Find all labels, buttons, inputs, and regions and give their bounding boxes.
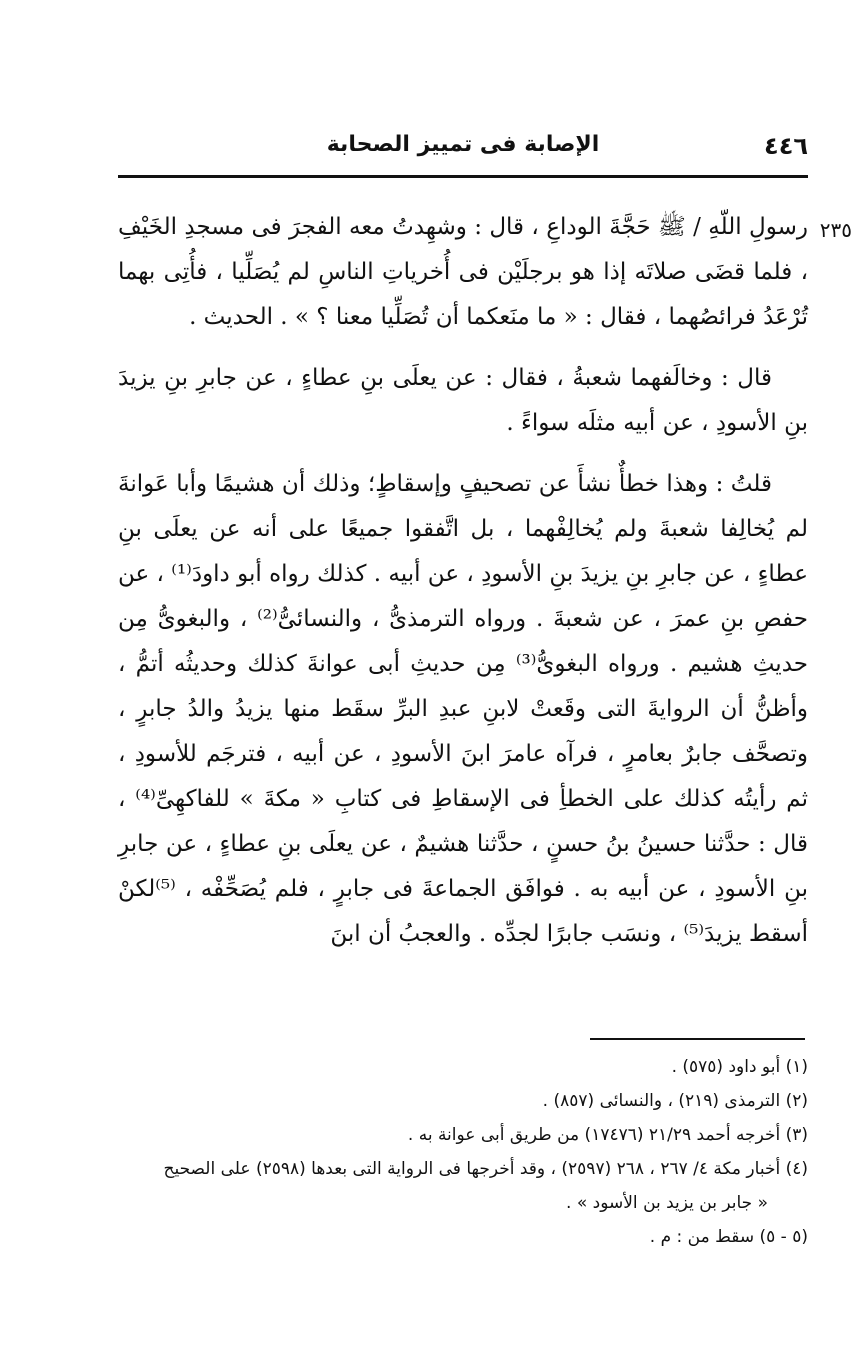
footnote: (٣) أخرجه أحمد ٢١/٢٩ (١٧٤٧٦) من طريق أبى عوانة به . [407,1125,808,1145]
page-header [118,128,808,168]
paragraph: قال : وخالَفهما شعبةُ ، فقال : عن يعلَى بنِ عطاءٍ ، عن جابرِ بنِ يزيدَ بنِ الأسودِ ، عن أبيه مثلَه سواءً . [118,365,808,436]
running-title: الإصابة فى تمييز الصحابة [326,132,600,157]
footnotes [118,1052,808,1256]
main-text [118,205,808,973]
footnote: (١) أبو داود (٥٧٥) . [671,1057,808,1077]
page-number: ٤٤٦ [764,132,808,160]
header-rule [118,175,808,178]
footnote-separator [590,1038,805,1040]
footnote: (٥ - ٥) سقط من : م . [649,1227,808,1247]
paragraph: قلتُ : وهذا خطأٌ نشأَ عن تصحيفٍ وإسقاطٍ؛ وذلك أن هشيمًا وأبا عَوانةَ لم يُخالِفا شعبةَ ولم يُخالِفْهما ، بل اتَّفقوا جميعًا على أنه عن يعلَى بنِ عطاءٍ ، عن جابرِ بنِ يزيدَ بنِ الأسودِ ، عن أبيه . كذلك رواه أبو داودَ⁽¹⁾ ، عن حفصِ بنِ عمرَ ، عن شعبةَ . ورواه الترمذىُّ ، والنسائىُّ⁽²⁾ ، والبغوىُّ مِن حديثِ هشيم . ورواه البغوىُّ⁽³⁾ مِن حديثِ أبى عوانةَ كذلك وحديثُه أتمُّ ، وأظنُّ أن الروايةَ التى وقَعتْ لابنِ عبدِ البرِّ سقَط منها يزيدُ والدُ جابرٍ ، وتصحَّف جابرٌ بعامرٍ ، فرآه عامرَ ابنَ الأسودِ ، عن أبيه ، فترجَم للأسودِ ، ثم رأيتُه كذلك على الخطأِ فى الإسقاطِ فى كتابِ « مكةَ » للفاكهِىِّ⁽⁴⁾ ، قال : حدَّثنا حسينُ بنُ حسنٍ ، حدَّثنا هشيمٌ ، عن يعلَى بنِ عطاءٍ ، عن جابرِ بنِ الأسودِ ، عن أبيه به . فوافَق الجماعةَ فى جابرٍ ، فلم يُصَحِّفْه ، ⁽⁵⁾لكنْ أسقط يزيدَ⁽⁵⁾ ، ونسَب جابرًا لجدِّه . والعجبُ أن ابنَ [118,471,809,947]
paragraph: رسولِ اللّهِ / ﷺ حَجَّةَ الوداعِ ، قال : وشهِدتُ معه الفجرَ فى مسجدِ الخَيْفِ ، فلما قضَى صلاتَه إذا هو برجلَيْن فى أُخرياتِ الناسِ لم يُصَلِّيا ، فأُتِى بهما تُرْعَدُ فرائصُهما ، فقال : « ما منَعكما أن تُصَلِّيا معنا ؟ » . الحديث . [118,214,808,330]
footnote: (٤) أخبار مكة ٤/ ٢٦٧ ، ٢٦٨ (٢٥٩٧) ، وقد أخرجها فى الرواية التى بعدها (٢٥٩٨) على الصحيح [163,1159,808,1179]
footnote: (٢) الترمذى (٢١٩) ، والنسائى (٨٥٧) . [542,1091,808,1111]
margin-reference-number: ٢٣٥ [819,218,852,242]
footnote-continuation: « جابر بن يزيد بن الأسود » . [566,1193,768,1213]
